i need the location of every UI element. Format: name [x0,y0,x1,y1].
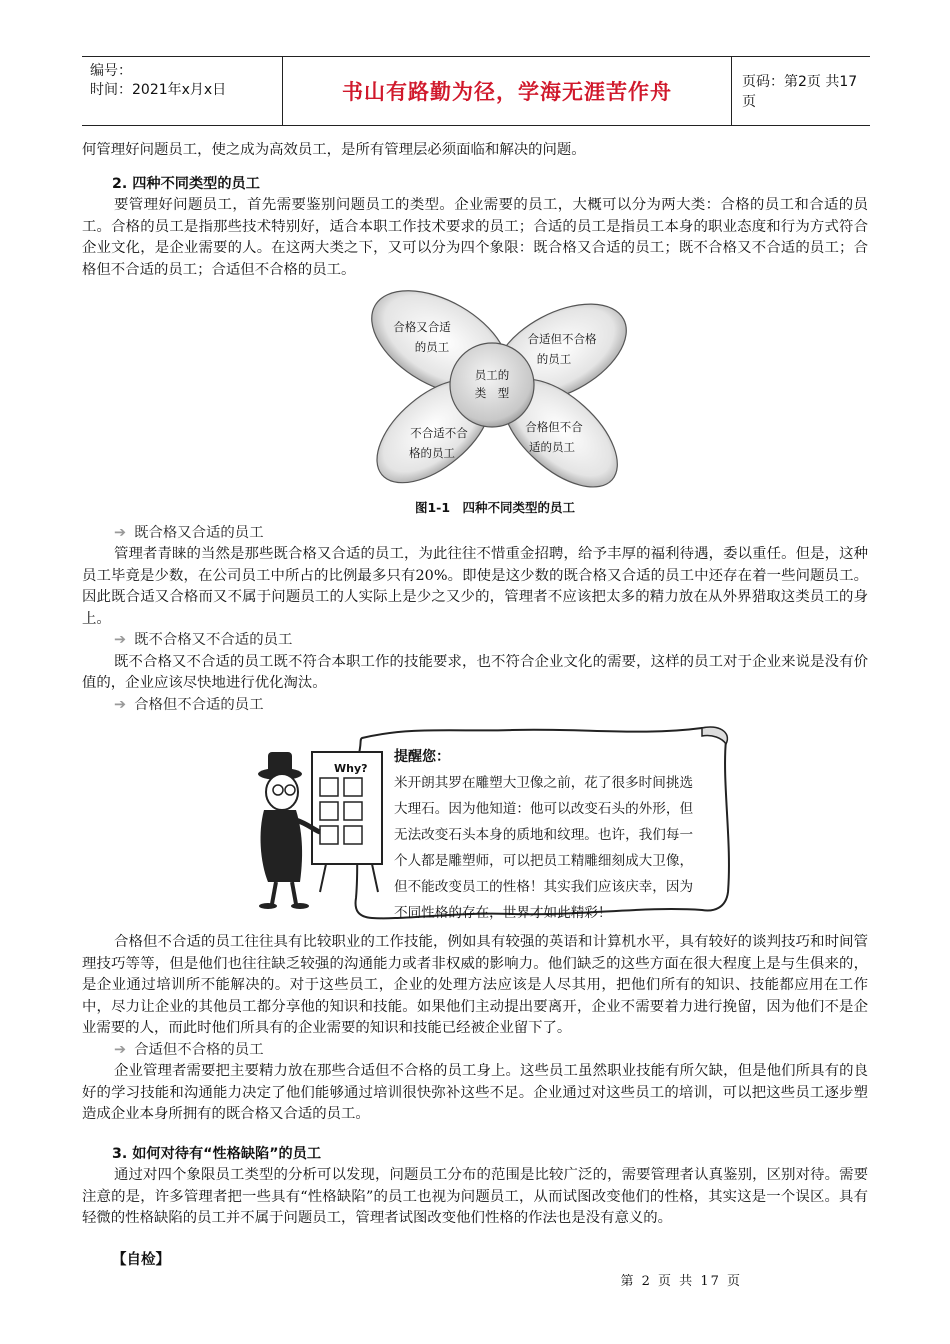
section-2-heading: 2. 四种不同类型的员工 [112,175,260,192]
figure-four-types [82,287,868,495]
petal-br-label-1: 合格但不合 [525,420,583,434]
time-label: 时间：2021年x月x日 [90,82,227,98]
bullet-qualified-unsuitable [82,695,868,717]
arrow-icon: ➔ [114,524,127,541]
document-body [82,140,868,1271]
tip-body: 米开朗其罗在雕塑大卫像之前，花了很多时间挑选大理石。因为他知道：他可以改变石头的外形，但无法改变石头本身的质地和纹理。也许，我们每一个人都是雕塑师，可以把员工精雕细刻成大卫像，但不能改变员工的性格！其实我们应该庆幸，因为不同性格的存在，世界才如此精彩！ [394,775,694,921]
petal-tr-label-1: 合适但不合格 [527,332,597,346]
petal-br-label-2: 适的员工 [529,440,575,454]
bullet-label: 既不合格又不合适的员工 [134,632,293,648]
section-3-paragraph: 通过对四个象限员工类型的分析可以发现，问题员工分布的范围是比较广泛的，需要管理者认真鉴别，区别对待。需要注意的是，许多管理者把一些具有“性格缺陷”的员工也视为问题员工，从而试图改变他们的性格，其实这是一个误区。具有轻微的性格缺陷的员工并不属于问题员工，管理者试图改变他们性格的作法也是没有意义的。 [82,1167,868,1226]
page-footer: 第 2 页 共 17 页 [620,1274,742,1289]
bullet-qualified-suitable [82,523,868,545]
tip-figure [82,722,868,932]
bullet-label: 合适但不合格的员工 [134,1041,264,1058]
petal-tl-label-2: 的员工 [414,340,450,354]
header-page-info: 页码：第2页 共17页 [742,74,858,110]
petal-tr-label-2: 的员工 [536,352,572,366]
page-header [82,56,870,126]
section-3-heading: 3. 如何对待有“性格缺陷”的员工 [112,1145,322,1162]
petal-bl-label-2: 格的员工 [409,446,455,460]
bullet-label: 既合格又合适的员工 [134,524,264,541]
arrow-icon: ➔ [114,632,127,648]
paragraph-qualified-unsuitable: 合格但不合适的员工往往具有比较职业的工作技能，例如具有较强的英语和计算机水平，具有较好的谈判技巧和时间管理技巧等等，但是他们也往往缺乏较强的沟通能力或者非权威的影响力。他们缺乏的这些方面在很大程度上是与生俱来的，是企业通过培训所不能解决的。对于这些员工，企业的处理方法应该是人尽其用，把他们所有的知识、技能都应用在工作中，尽力让企业的其他员工都分享他的知识和技能。如果他们主动提出要离开，企业不需要着力进行挽留，因为他们不是企业需要的人，而此时他们所具有的企业需要的知识和技能已经被企业留下了。 [82,934,868,1036]
header-meta [82,57,282,125]
paragraph-qualified-suitable: 管理者青睐的当然是那些既合格又合适的员工，为此往往不惜重金招聘，给予丰厚的福利待遇，委以重任。但是，这种员工毕竟是少数，在公司员工中所占的比例最多只有20%。即使是这少数的既合格又合适的员工中还存在着一些问题员工。因此既合适又合格而又不属于问题员工的人实际上是少之又少的，管理者不应该把太多的精力放在从外界猎取这类员工的身上。 [82,546,868,627]
bullet-unqualified-unsuitable [82,630,868,652]
tip-title: 提醒您： [394,749,450,765]
section-2-paragraph: 要管理好问题员工，首先需要鉴别问题员工的类型。企业需要的员工，大概可以分为两大类：合格的员工和合适的员工。合格的员工是指那些技术特别好，适合本职工作技术要求的员工；合适的员工是指员工本身的职业态度和行为方式符合企业文化，是企业需要的人。在这两大类之下，又可以分为四个象限：既合格又合适的员工；既不合格又不合适的员工；合格但不合适的员工；合适但不合格的员工。 [82,197,868,278]
petal-diagram [82,287,868,495]
petal-tl-label-1: 合格又合适 [393,320,451,334]
center-label-2: 类 型 [474,386,510,400]
tip-text [394,744,694,926]
arrow-icon: ➔ [114,696,127,713]
figure-caption: 图1-1 四种不同类型的员工 [414,500,576,515]
number-label: 编号： [90,63,132,79]
paragraph-unqualified-unsuitable: 既不合格又不合适的员工既不符合本职工作的技能要求，也不符合企业文化的需要，这样的员工对于企业来说是没有价值的，企业应该尽快地进行优化淘汰。 [82,653,868,691]
header-motto: 书山有路勤为径，学海无涯苦作舟 [282,57,732,125]
man-figure [258,752,320,909]
board-text: Why? [334,762,368,775]
bullet-suitable-unqualified [82,1040,868,1062]
bullet-label: 合格但不合适的员工 [134,696,264,713]
petal-bl-label-1: 不合适不合 [410,426,468,440]
intro-line: 何管理好问题员工，使之成为高效员工，是所有管理层必须面临和解决的问题。 [82,142,586,158]
center-label-1: 员工的 [474,368,510,382]
arrow-icon: ➔ [114,1041,127,1058]
self-check-heading: 【自检】 [112,1251,170,1268]
center-circle [450,343,534,427]
paragraph-suitable-unqualified: 企业管理者需要把主要精力放在那些合适但不合格的员工身上。这些员工虽然职业技能有所欠缺，但是他们所具有的良好的学习技能和沟通能力决定了他们能够通过培训很快弥补这些不足。企业通过对这些员工的培训，可以把这些员工逐步塑造成企业本身所拥有的既合格又合适的员工。 [82,1063,868,1122]
